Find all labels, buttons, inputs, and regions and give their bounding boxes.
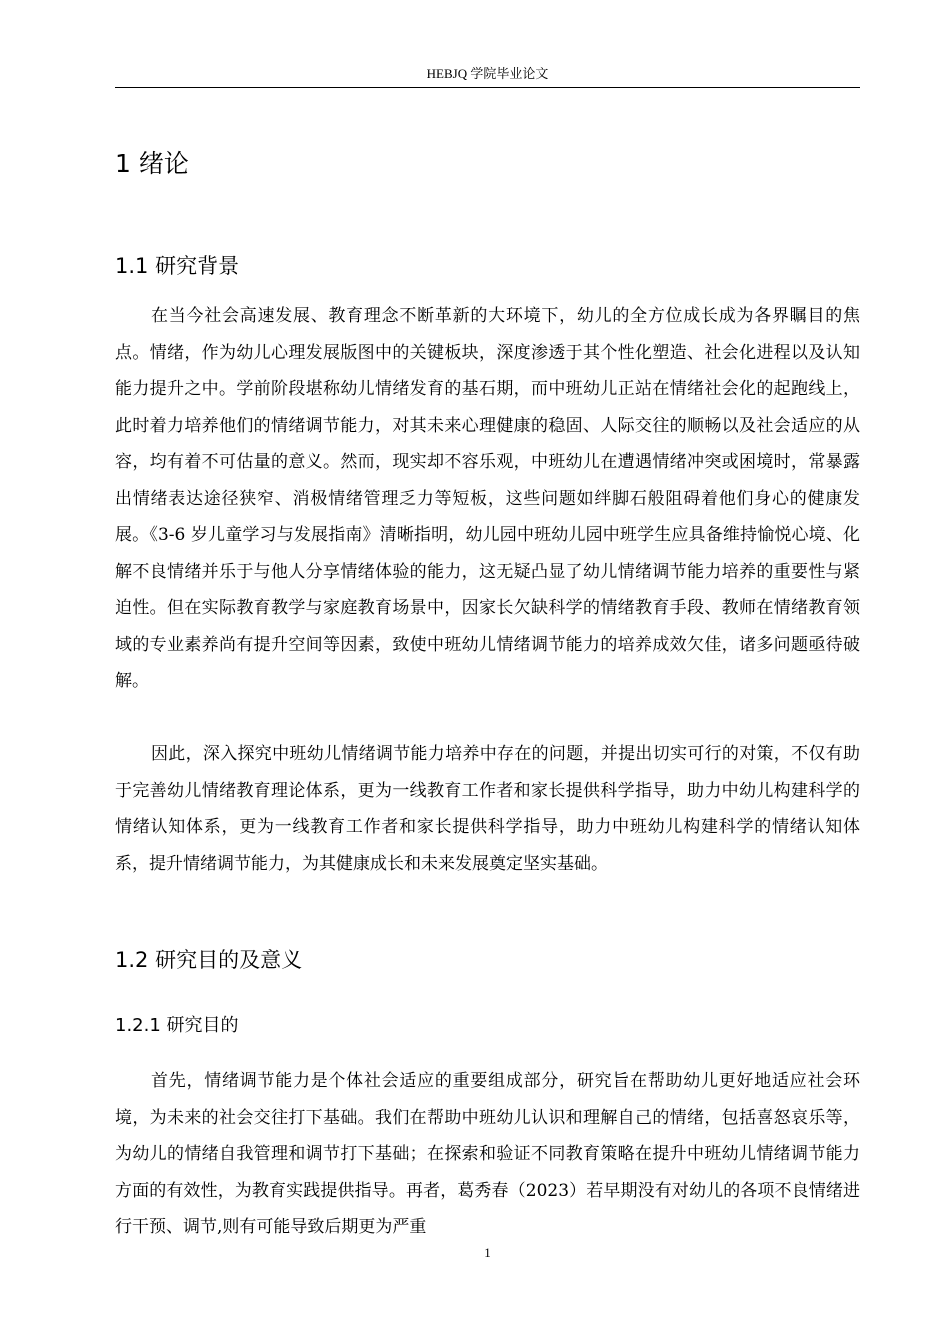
section-title-1-1: 1.1 研究背景 xyxy=(115,254,240,278)
subsection-title-1-2-1: 1.2.1 研究目的 xyxy=(115,1015,239,1036)
body-paragraph: 因此，深入探究中班幼儿情绪调节能力培养中存在的问题，并提出切实可行的对策，不仅有助于完善幼儿情绪教育理论体系，更为一线教育工作者和家长提供科学指导，助力中幼儿构建科学的情绪认知体系，更为一线教育工作者和家长提供科学指导，助力中班幼儿构建科学的情绪认知体系，提升情绪调节能力，为其健康成长和未来发展奠定坚实基础。 xyxy=(115,744,860,874)
running-header: HEBJQ 学院毕业论文 xyxy=(426,66,549,81)
header-rule xyxy=(115,87,860,88)
chapter-title: 1 绪论 xyxy=(115,149,189,178)
body-paragraph: 在当今社会高速发展、教育理念不断革新的大环境下，幼儿的全方位成长成为各界瞩目的焦点。情绪，作为幼儿心理发展版图中的关键板块，深度渗透于其个性化塑造、社会化进程以及认知能力提升之中。学前阶段堪称幼儿情绪发育的基石期，而中班幼儿正站在情绪社会化的起跑线上，此时着力培养他们的情绪调节能力，对其未来心理健康的稳固、人际交往的顺畅以及社会适应的从容，均有着不可估量的意义。然而，现实却不容乐观，中班幼儿在遭遇情绪冲突或困境时，常暴露出情绪表达途径狭窄、消极情绪管理乏力等短板，这些问题如绊脚石般阻碍着他们身心的健康发展。《3-6 岁儿童学习与发展指南》清晰指明，幼儿园中班幼儿园中班学生应具备维持愉悦心境、化解不良情绪并乐于与他人分享情绪体验的能力，这无疑凸显了幼儿情绪调节能力培养的重要性与紧迫性。但在实际教育教学与家庭教育场景中，因家长欠缺科学的情绪教育手段、教师在情绪教育领域的专业素养尚有提升空间等因素，致使中班幼儿情绪调节能力的培养成效欠佳，诸多问题亟待破解。 xyxy=(115,306,860,691)
body-paragraph: 首先，情绪调节能力是个体社会适应的重要组成部分，研究旨在帮助幼儿更好地适应社会环境，为未来的社会交往打下基础。我们在帮助中班幼儿认识和理解自己的情绪，包括喜怒哀乐等，为幼儿的情绪自我管理和调节打下基础；在探索和验证不同教育策略在提升中班幼儿情绪调节能力方面的有效性，为教育实践提供指导。再者，葛秀春（2023）若早期没有对幼儿的各项不良情绪进行干预、调节,则有可能导致后期更为严重 xyxy=(115,1071,860,1237)
section-title-1-2: 1.2 研究目的及意义 xyxy=(115,948,303,972)
page-number: 1 xyxy=(484,1245,491,1260)
